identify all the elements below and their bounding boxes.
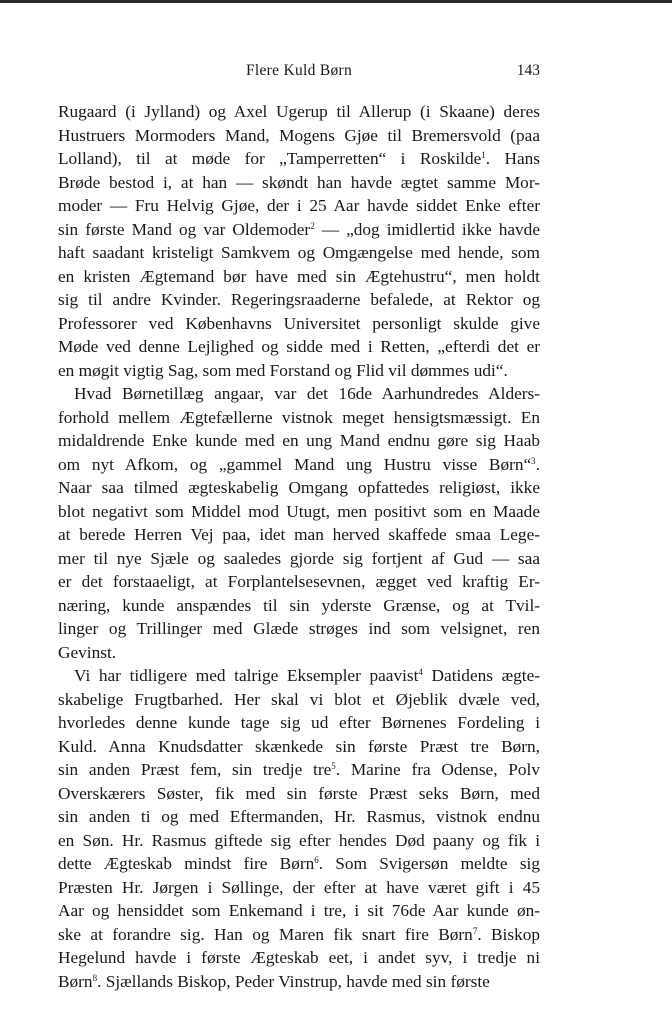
text-line: [58, 711, 540, 735]
text-segment: at berede Herren Vej paa, idet man herved skaffede smaa Lege-: [58, 525, 540, 544]
text-line: [58, 288, 540, 312]
text-segment: Naar saa tilmed ægteskabelig Omgang opfattedes religiøst, ikke: [58, 478, 540, 497]
text-segment: Præsten Hr. Jørgen i Søllinge, der efter at have været gift i 45: [58, 877, 540, 897]
footnote-marker: 2: [310, 220, 315, 231]
text-segment: næring, kunde anspændes til sin yderste Grænse, og at Tvil-: [58, 595, 540, 615]
text-line: [58, 617, 540, 641]
text-segment: Børn: [58, 971, 93, 991]
text-segment: en kristen Ægtemand bør have med sin Ægtehustru“, men holdt: [58, 266, 540, 286]
page-header: [58, 62, 540, 86]
text-line: [58, 500, 540, 524]
text-segment: skabelige Frugtbarhed. Her skal vi blot et Øjeblik dvæle ved,: [58, 689, 540, 709]
text-segment: sin anden Præst fem, sin tredje tre: [58, 760, 332, 779]
text-line: [58, 406, 540, 430]
text-line: [58, 218, 540, 242]
text-segment: Rugaard (i Jylland) og Axel Ugerup til Allerup (i Skaane) deres: [58, 102, 540, 121]
text-segment: om nyt Afkom, og „gammel Mand ung Hustru visse Børn“: [58, 454, 532, 474]
text-segment: Møde ved denne Lejlighed og sidde med i Retten, „efterdi det er: [58, 337, 540, 356]
text-segment: linger og Trillinger med Glæde strøges ind som velsignet, ren: [58, 619, 540, 638]
text-segment: Professorer ved Københavns Universitet personligt skulde give: [58, 313, 540, 333]
text-segment: Lolland), til at møde for „Tamperretten“ i Roskilde: [58, 149, 482, 168]
text-line: [58, 147, 540, 171]
text-line: [58, 171, 540, 195]
text-segment: Vi har tidligere med talrige Eksempler paavist: [74, 666, 419, 685]
text-line: [58, 641, 540, 665]
text-segment: sin anden ti og med Eftermanden, Hr. Rasmus, vistnok endnu: [58, 807, 540, 826]
text-segment: midaldrende Enke kunde med en ung Mand endnu gøre sig Haab: [58, 431, 540, 450]
text-line: [58, 547, 540, 571]
text-segment: . Hans: [485, 149, 540, 168]
text-line: [58, 523, 540, 547]
text-segment: . Marine fra Odense, Polv: [335, 760, 540, 779]
text-line: [58, 335, 540, 359]
footnote-marker: 8: [92, 972, 98, 983]
text-line: [58, 312, 540, 336]
footnote-marker: 5: [331, 761, 336, 771]
text-segment: Gevinst.: [58, 642, 117, 662]
text-line: [58, 429, 540, 453]
text-segment: haft saadant kristeligt Samkvem og Omgængelse med hende, som: [58, 243, 540, 262]
body-text: [58, 100, 540, 993]
footnote-marker: 6: [314, 855, 319, 865]
text-segment: Kuld. Anna Knudsdatter skænkede sin første Præst tre Børn,: [58, 736, 540, 756]
text-line: [58, 805, 540, 829]
text-segment: Aar og hensiddet som Enkemand i tre, i sit 76de Aar kunde øn-: [58, 901, 540, 920]
text-line: [58, 899, 540, 923]
text-line: [58, 100, 540, 124]
text-segment: Hegelund havde i første Ægteskab eet, i andet syv, i tredje ni: [58, 948, 540, 967]
text-segment: — „dog imidlertid ikke havde: [314, 219, 540, 239]
text-line: [58, 194, 540, 218]
text-segment: dette Ægteskab mindst fire Børn: [58, 854, 315, 873]
text-line: [58, 946, 540, 970]
text-segment: forhold mellem Ægtefællerne vistnok meget hensigtsmæssigt. En: [58, 407, 540, 427]
text-segment: sig til andre Kvinder. Regeringsraaderne befalede, at Rektor og: [58, 290, 540, 309]
text-line: [58, 758, 540, 782]
text-line: [58, 688, 540, 712]
scan-edge: [0, 0, 672, 3]
text-line: [58, 124, 540, 148]
text-segment: . Sjællands Biskop, Peder Vinstrup, havde med sin første: [97, 971, 490, 991]
text-segment: . Biskop: [477, 924, 541, 944]
text-segment: en møgit vigtig Sag, som med Forstand og Flid vil dømmes udi“.: [58, 360, 508, 380]
text-line: [58, 382, 540, 406]
text-segment: Hustruers Mormoders Mand, Mogens Gjøe til Bremersvold (paa: [58, 125, 540, 145]
text-segment: hvorledes denne kunde tage sig ud efter Børnenes Fordeling i: [58, 713, 540, 732]
text-line: [58, 265, 540, 289]
running-title: Flere Kuld Børn: [245, 62, 353, 79]
text-segment: .: [535, 454, 540, 474]
text-line: [58, 359, 540, 383]
text-segment: Overskærers Søster, fik med sin første Præst seks Børn, med: [58, 783, 540, 803]
footnote-marker: 7: [472, 925, 478, 936]
text-segment: blot negativt som Middel mod Utugt, men positivt som en Maade: [58, 501, 540, 521]
text-line: [58, 923, 540, 947]
text-line: [58, 241, 540, 265]
text-segment: ske at forandre sig. Han og Maren fik snart fire Børn: [58, 924, 473, 944]
text-line: [58, 594, 540, 618]
text-line: [58, 970, 540, 994]
text-line: [58, 570, 540, 594]
text-segment: Brøde bestod i, at han — skøndt han havde ægtet samme Mor-: [58, 172, 540, 192]
text-line: [58, 476, 540, 500]
footnote-marker: 1: [481, 150, 486, 160]
text-line: [58, 664, 540, 688]
text-segment: en Søn. Hr. Rasmus giftede sig efter hendes Død paany og fik i: [58, 830, 540, 850]
text-line: [58, 876, 540, 900]
footnote-marker: 4: [418, 667, 423, 677]
text-segment: mer til nye Sjæle og saaledes gjorde sig fortjent af Gud — saa: [58, 548, 540, 568]
text-line: [58, 735, 540, 759]
text-line: [58, 453, 540, 477]
text-segment: moder — Fru Helvig Gjøe, der i 25 Aar havde siddet Enke efter: [58, 196, 540, 215]
footnote-marker: 3: [531, 455, 536, 466]
text-line: [58, 782, 540, 806]
text-segment: Datidens ægte-: [422, 666, 541, 685]
text-segment: Hvad Børnetillæg angaar, var det 16de Aarhundredes Alders-: [74, 384, 540, 403]
page-number: 143: [516, 62, 540, 79]
text-segment: sin første Mand og var Oldemoder: [58, 219, 311, 239]
text-line: [58, 852, 540, 876]
text-line: [58, 829, 540, 853]
text-segment: er det forstaaeligt, at Forplantelsesevnen, ægget ved kraftig Er-: [58, 572, 540, 591]
text-segment: . Som Svigersøn meldte sig: [318, 854, 540, 873]
